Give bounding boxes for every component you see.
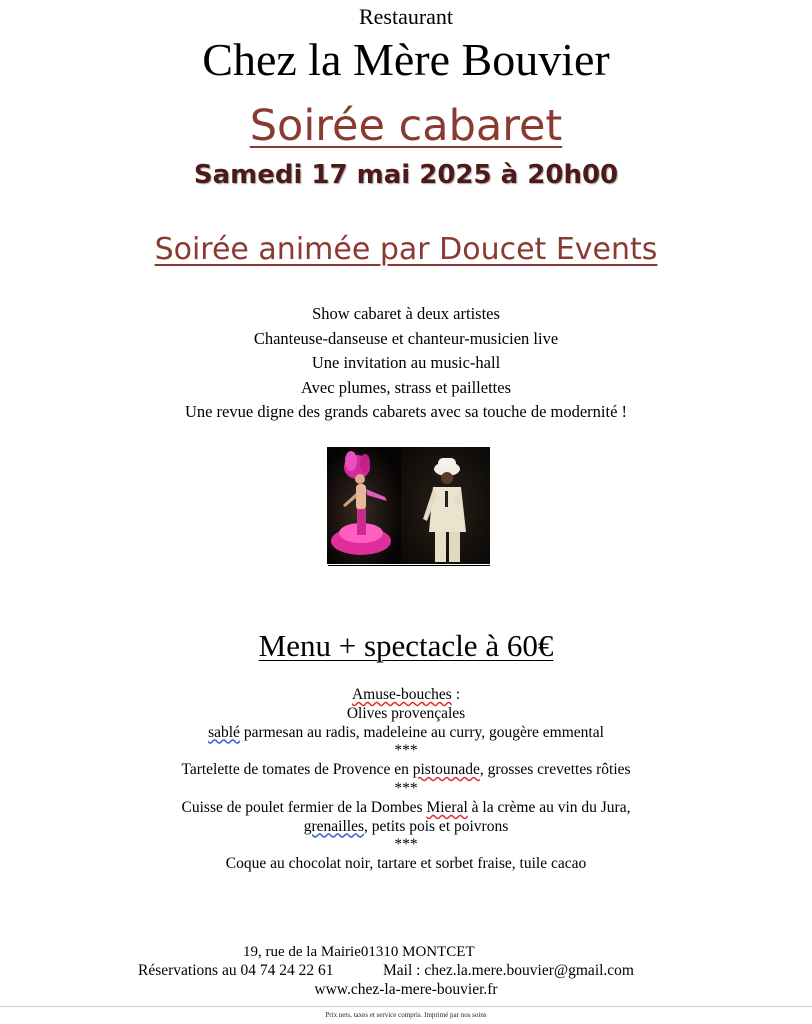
cabaret-performers-image [327, 447, 490, 564]
menu-item [0, 724, 812, 743]
description-line: Show cabaret à deux artistes [312, 304, 500, 323]
menu-text: , grosses crevettes rôties [479, 761, 631, 779]
menu-amuse-header [0, 686, 812, 705]
menu-text: , petits pois et poivrons [364, 817, 509, 835]
website-link[interactable]: www.chez-la-mere-bouvier.fr [314, 981, 498, 998]
menu-text: Tartelette de tomates de Provence en [181, 761, 413, 779]
photo-underline [328, 565, 490, 566]
restaurant-name: Chez la Mère Bouvier [202, 34, 610, 85]
menu-word: pistounade [412, 761, 480, 779]
menu-item: Coque au chocolat noir, tartare et sorbet fraise, tuile cacao [225, 855, 587, 873]
menu-text: à la crème au vin du Jura, [467, 798, 631, 816]
menu-amuse-label: Amuse-bouches [351, 686, 452, 703]
cabaret-photo [327, 447, 490, 564]
menu-word: sablé [208, 723, 240, 741]
footer-divider [0, 1006, 812, 1007]
description-line: Une invitation au music-hall [311, 353, 501, 372]
menu-item: Olives provençales [346, 704, 466, 722]
menu-separator: *** [394, 742, 418, 760]
restaurant-label: Restaurant [358, 4, 454, 29]
menu-separator: *** [394, 836, 418, 854]
menu-text: parmesan au radis, madeleine au curry, gougère emmental [239, 723, 604, 741]
menu-item [0, 761, 812, 780]
menu-word: Mieral [426, 798, 468, 816]
menu-amuse-colon: : [451, 686, 461, 703]
menu-separator: *** [394, 779, 418, 797]
event-host: Soirée animée par Doucet Events [154, 232, 658, 267]
contact-email[interactable]: Mail : chez.la.mere.bouvier@gmail.com [383, 962, 634, 979]
footer-note: Prix nets, taxes et service compris. Imprimé par nos soins [325, 1011, 487, 1019]
show-description [0, 302, 812, 425]
menu-text: Cuisse de poulet fermier de la Dombes [181, 798, 427, 816]
menu-item [0, 818, 812, 837]
description-line: Avec plumes, strass et paillettes [300, 377, 511, 397]
address: 19, rue de la Mairie01310 MONTCET [243, 944, 475, 960]
menu-item [0, 799, 812, 818]
description-line: Chanteuse-danseuse et chanteur-musicien live [253, 328, 559, 348]
event-date: Samedi 17 mai 2025 à 20h00 [193, 160, 619, 190]
reservation-phone: Réservations au 04 74 24 22 61 [138, 962, 334, 979]
description-line: Une revue digne des grands cabarets avec sa touche de modernité ! [184, 402, 628, 421]
menu-list [0, 686, 812, 874]
menu-word: grenailles [303, 817, 365, 835]
menu-title: Menu + spectacle à 60€ [258, 628, 554, 663]
event-title: Soirée cabaret [249, 101, 563, 151]
